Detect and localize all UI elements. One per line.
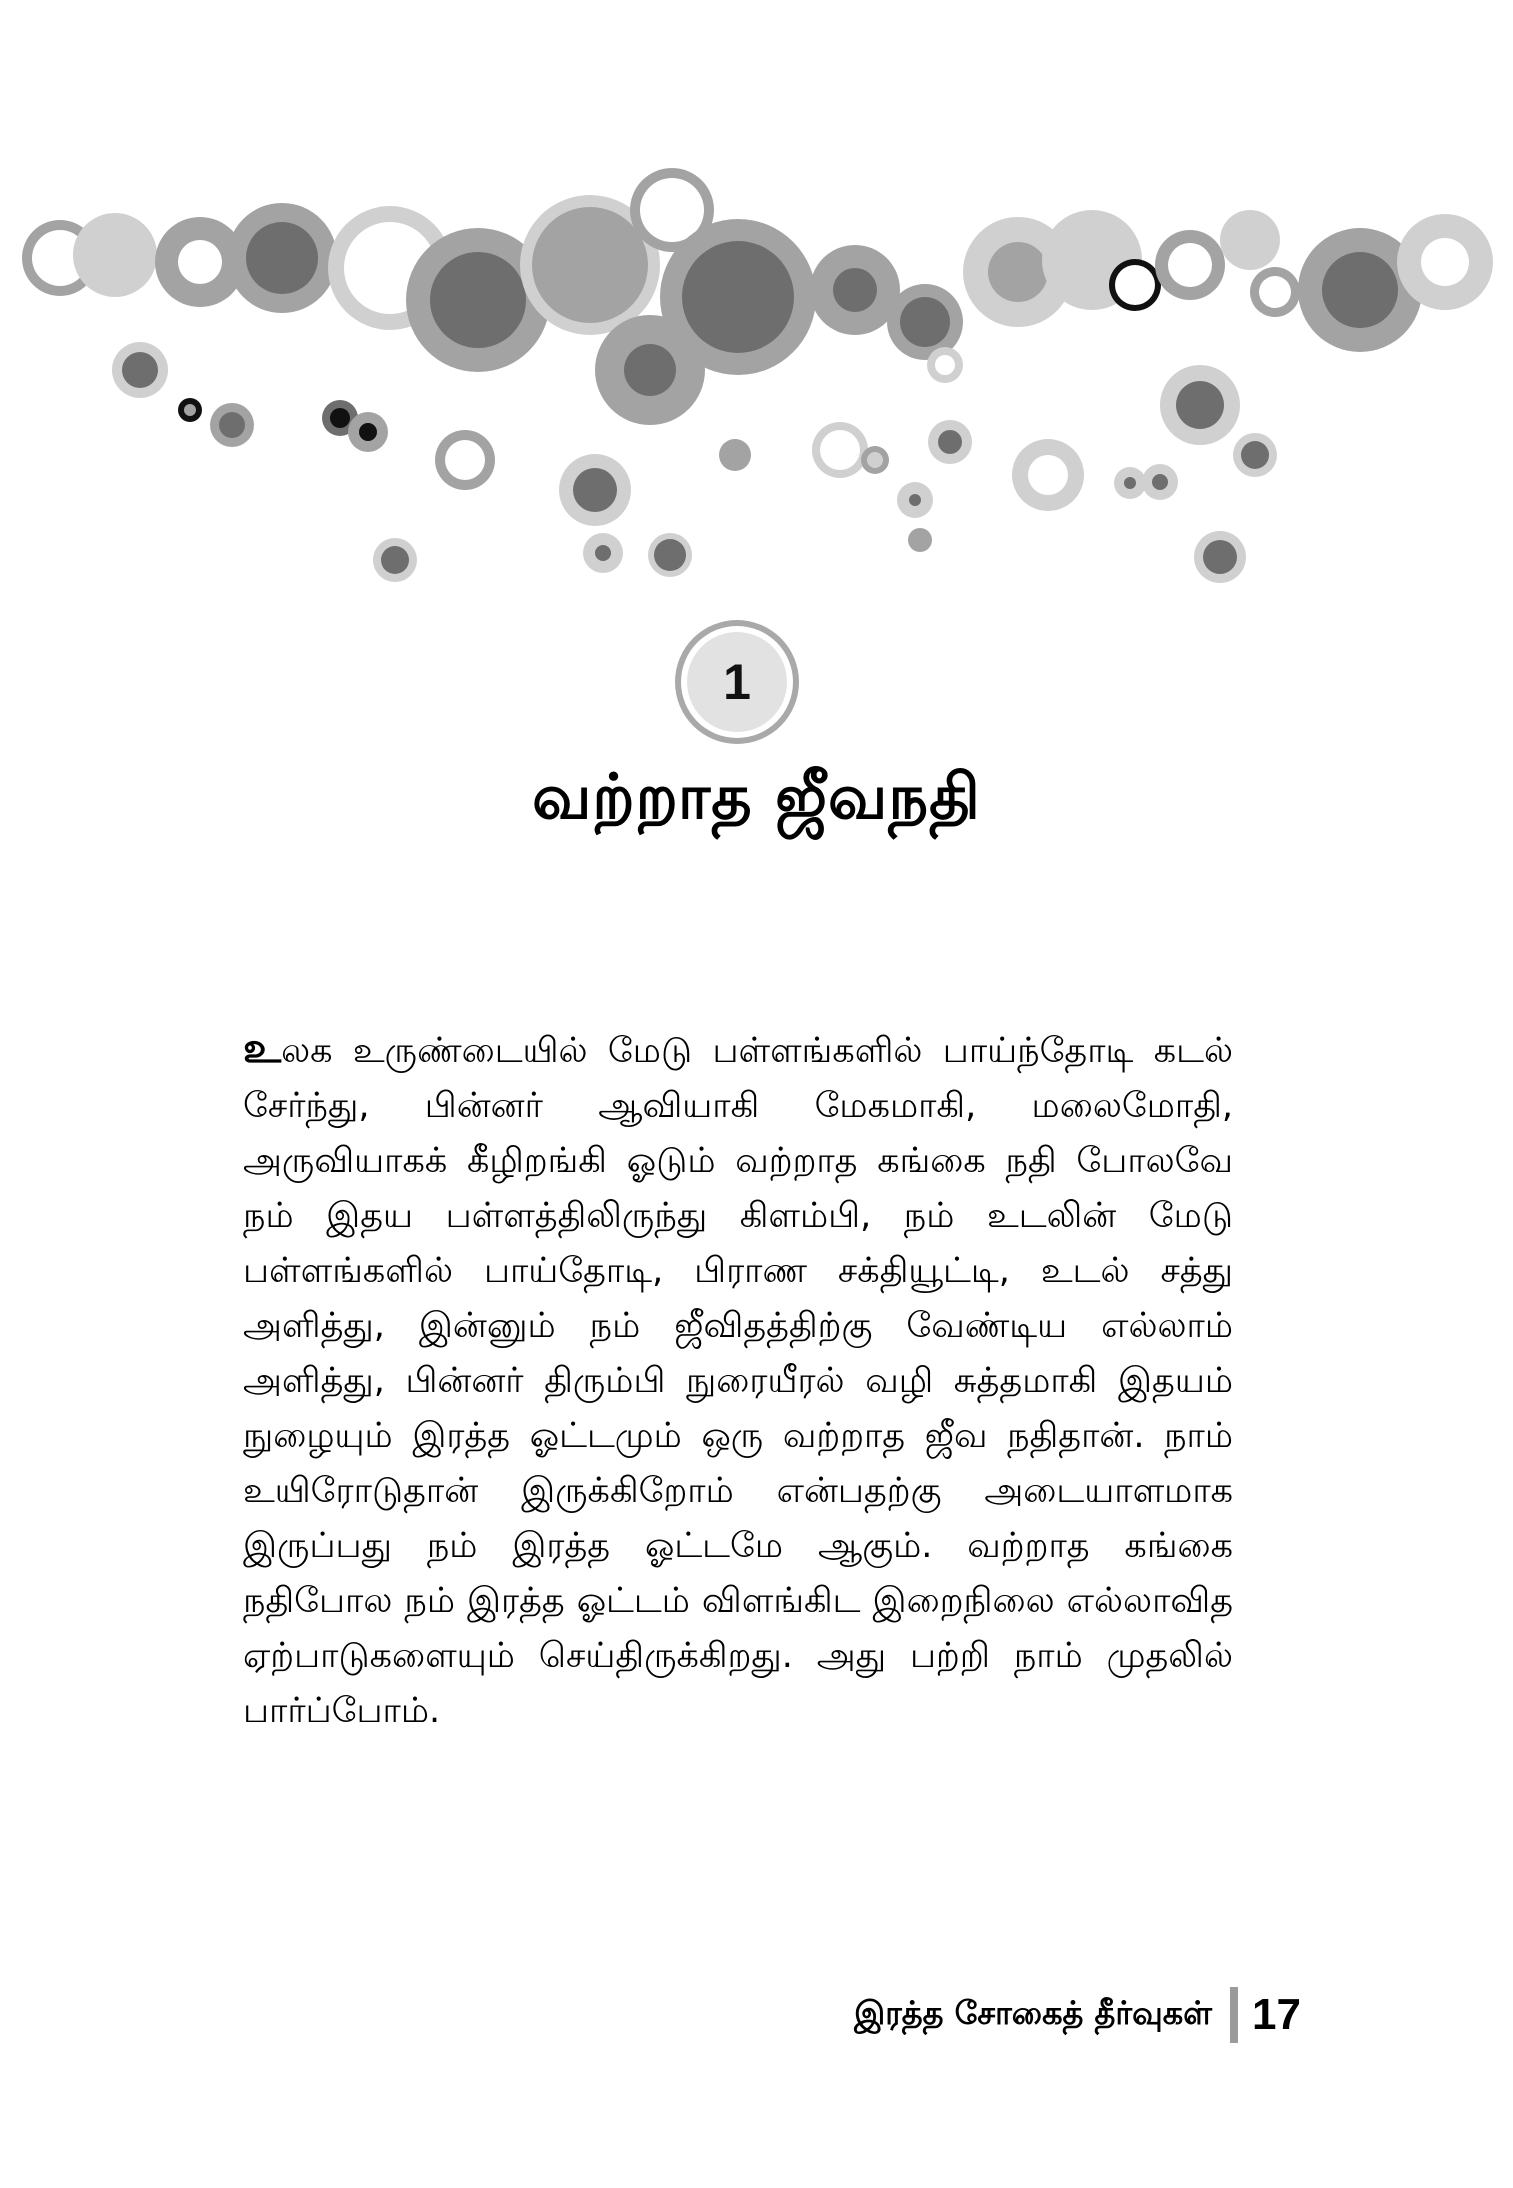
decor-circle-inner [900, 297, 950, 347]
drop-initial: உ [243, 1023, 282, 1072]
decor-circle-inner [1028, 455, 1068, 495]
decor-circle-inner [1115, 265, 1155, 305]
footer-book-title: இரத்த சோகைத் தீர்வுகள் [854, 1994, 1213, 2032]
body-paragraph-text: லக உருண்டையில் மேடு பள்ளங்களில் பாய்ந்தோடி கடல் சேர்ந்து, பின்னர் ஆவியாகி மேகமாகி, மலைமோதி, அருவியாகக் கீழிறங்கி ஓடும் வற்றாத கங்கை நதி போலவே நம் இதய பள்ளத்திலிருந்து கிளம்பி, நம் உடலின் மேடு பள்ளங்களில் பாய்தோடி, பிராண சக்தியூட்டி, உடல் சத்து அளித்து, இன்னும் நம் ஜீவிதத்திற்கு வேண்டிய எல்லாம் அளித்து, பின்னர் திரும்பி நுரையீரல் வழி சுத்தமாகி இதயம் நுழையும் இரத்த ஓட்டமும் ஒரு வற்றாத ஜீவ நதிதான். நாம் உயிரோடுதான் இருக்கிறோம் என்பதற்கு அடையாளமாக இருப்பது நம் இரத்த ஓட்டமே ஆகும். வற்றாத கங்கை நதிபோல நம் இரத்த ஓட்டம் விளங்கிட இறைநிலை எல்லாவித ஏற்பாடுகளையும் செய்திருக்கிறது. அது பற்றி நாம் முதலில் பார்ப்போம். [243, 1031, 1233, 1731]
decor-circle-inner [909, 494, 921, 506]
decor-circle-inner [573, 468, 617, 512]
decor-circle-inner [1152, 474, 1168, 490]
decor-circle-inner [184, 404, 196, 416]
decor-circle-inner [532, 207, 648, 323]
decor-circle-inner [430, 252, 526, 348]
decor-circle-inner [938, 430, 962, 454]
decor-circle-inner [820, 430, 860, 470]
body-paragraph [243, 1020, 1233, 1739]
decor-circle [719, 439, 751, 471]
decor-circle-inner [1168, 243, 1212, 287]
page-number: 17 [1252, 1990, 1301, 2039]
decor-circle [908, 528, 932, 552]
decor-circle-inner [1259, 276, 1291, 308]
decor-circle-inner [359, 423, 377, 441]
decor-circle-inner [122, 352, 158, 388]
chapter-title: வற்றாத ஜீவநதி [532, 760, 981, 833]
decorative-circles-banner [0, 0, 1513, 600]
decor-circle-inner [1322, 252, 1398, 328]
decor-circle [73, 213, 157, 297]
page-footer [854, 1985, 1301, 2045]
decor-circle-inner [595, 545, 611, 561]
decor-circle-inner [833, 268, 877, 312]
decor-circle-inner [1203, 540, 1237, 574]
chapter-number: 1 [687, 632, 787, 732]
decor-circle-inner [988, 242, 1048, 302]
decor-circle-inner [1421, 238, 1469, 286]
decor-circle-inner [219, 412, 245, 438]
chapter-number-badge [675, 620, 799, 744]
decor-circle-inner [654, 539, 686, 571]
decor-circle-inner [1241, 441, 1269, 469]
footer-divider [1230, 1987, 1238, 2043]
decor-circle-inner [246, 222, 318, 294]
decor-circle-inner [381, 546, 409, 574]
decor-circle [1220, 210, 1280, 270]
decor-circle-inner [445, 440, 485, 480]
decor-circle-inner [178, 240, 222, 284]
decor-circle-inner [624, 344, 676, 396]
decor-circle-inner [867, 452, 883, 468]
decor-circle-inner [1176, 381, 1224, 429]
decor-circle-inner [682, 241, 794, 353]
decor-circle-inner [935, 355, 955, 375]
decor-circle-inner [1124, 477, 1136, 489]
decor-circle-inner [330, 408, 350, 428]
